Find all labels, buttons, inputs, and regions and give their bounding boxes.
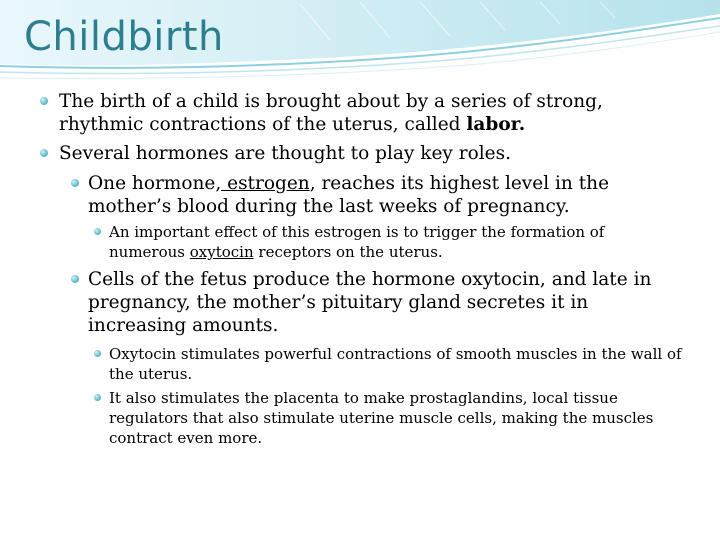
subbullet-item-fetus-oxytocin: [88, 268, 668, 337]
bullet-marker-icon: [94, 228, 101, 235]
bullet-marker-icon: [94, 394, 101, 401]
underlined-term-oxytocin: oxytocin: [189, 243, 254, 261]
bullet-marker-icon: [40, 149, 48, 157]
bullet-item-hormones: [59, 142, 679, 165]
slide-title: Childbirth: [24, 14, 224, 60]
bullet-text: Oxytocin stimulates powerful contractions of smooth muscles in the wall of the uterus.: [109, 345, 682, 383]
bullet-text-pre: One hormone,: [88, 173, 222, 194]
bullet-text: The birth of a child is brought about by a series of strong, rhythmic contractions of the uterus, called: [59, 91, 603, 135]
bullet-marker-icon: [71, 179, 79, 187]
bullet-text-pre: An important effect of this estrogen is to trigger the formation of numerous: [109, 223, 605, 261]
bullet-text: Cells of the fetus produce the hormone oxytocin, and late in pregnancy, the mother’s pituitary gland secretes it in increasing amounts.: [88, 269, 652, 336]
bullet-marker-icon: [71, 275, 79, 283]
subsubbullet-item-prostaglandins: [109, 388, 684, 448]
bold-term-labor: labor.: [466, 114, 526, 135]
underlined-term-estrogen: estrogen: [221, 173, 310, 194]
bullet-item-labor: [59, 90, 679, 136]
bullet-marker-icon: [40, 97, 48, 105]
bullet-text-post: , reaches its highest level in the mother’s blood during the last weeks of pregnancy.: [88, 173, 610, 217]
subbullet-item-estrogen: [88, 172, 668, 218]
bullet-marker-icon: [94, 350, 101, 357]
bullet-text: It also stimulates the placenta to make prostaglandins, local tissue regulators that also stimulate uterine muscle cells, making the muscles contract even more.: [109, 389, 654, 447]
subsubbullet-item-oxytocin-receptors: [109, 222, 684, 262]
subsubbullet-item-contractions: [109, 344, 684, 384]
bullet-text: Several hormones are thought to play key roles.: [59, 143, 511, 164]
bullet-text-post: receptors on the uterus.: [253, 243, 443, 261]
